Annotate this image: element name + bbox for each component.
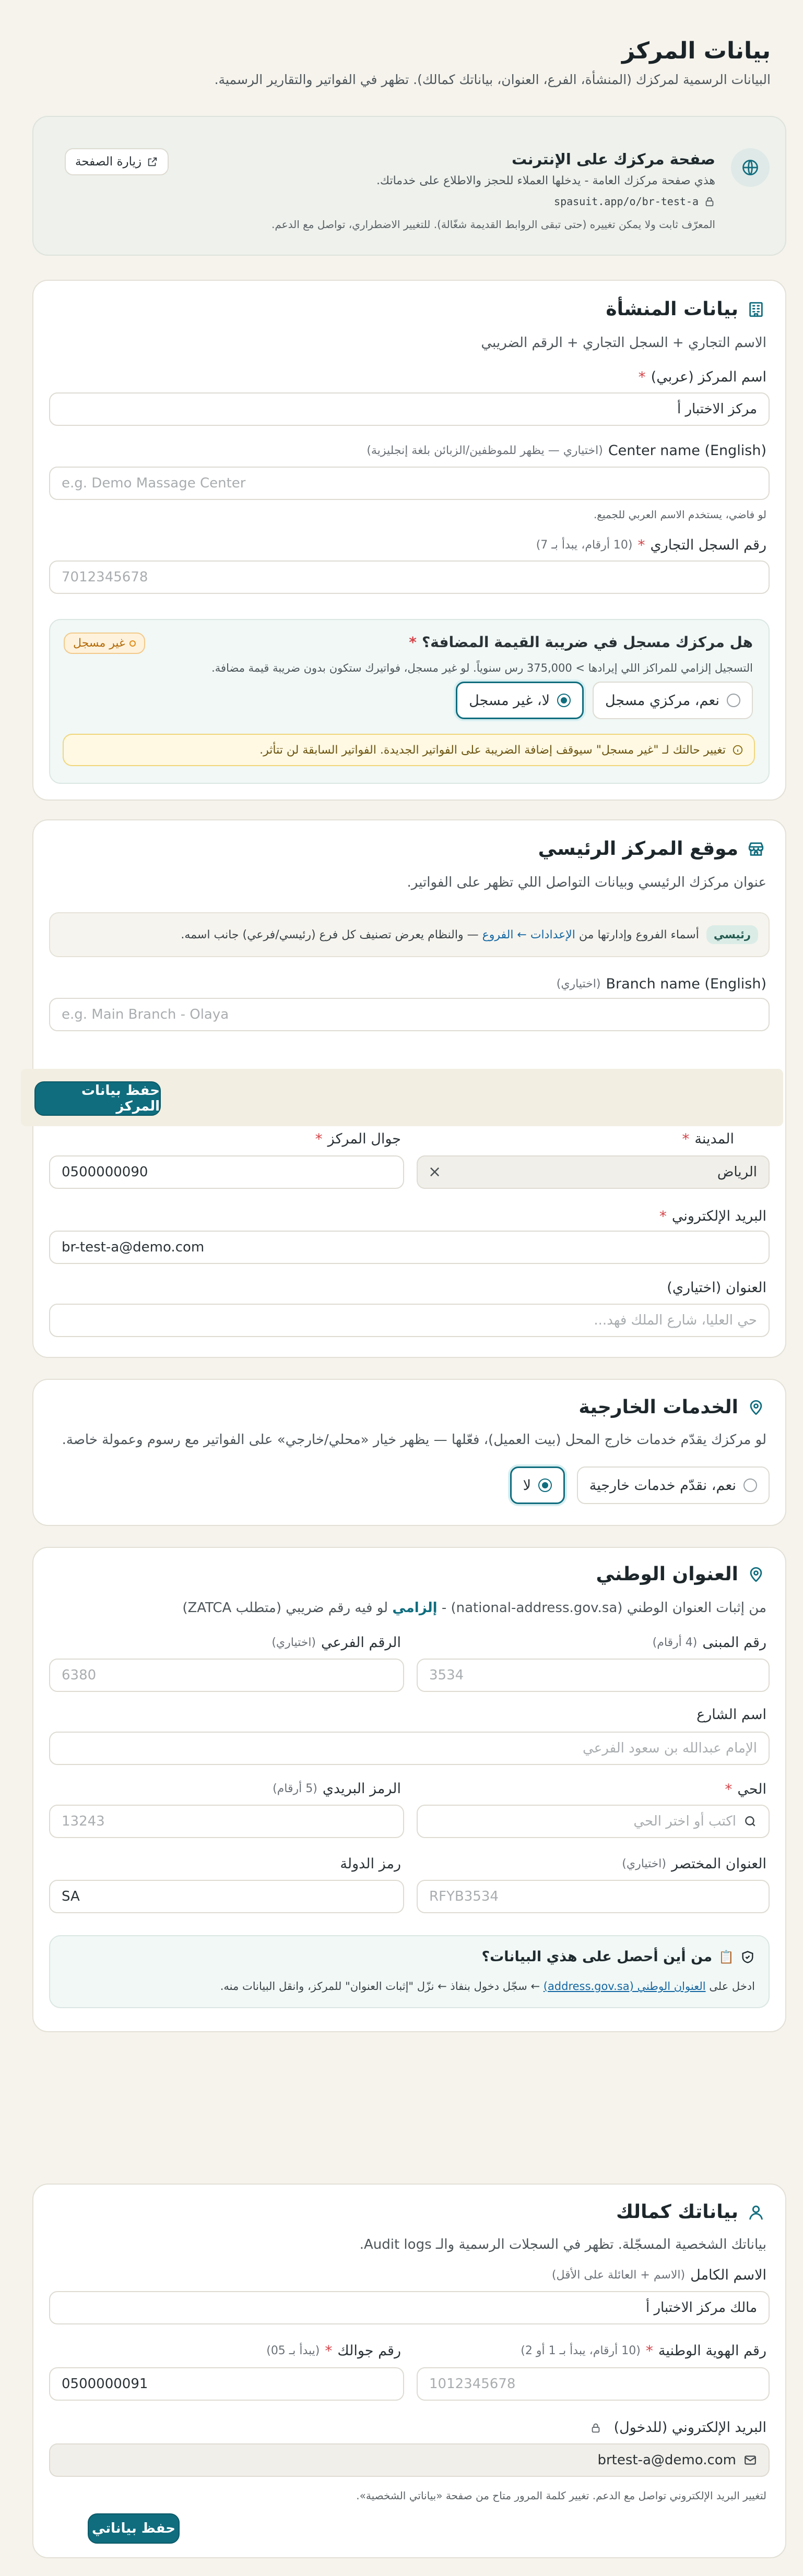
national-address-card (32, 1547, 786, 2032)
online-page-card (32, 116, 786, 256)
vat-warning (63, 734, 755, 766)
vat-yes-label: نعم، مركزي مسجل (605, 692, 719, 709)
name-en-placeholder: e.g. Demo Massage Center (62, 475, 246, 491)
short-address-label (622, 1856, 766, 1872)
short-hint: (اختياري) (622, 1857, 666, 1870)
online-page-note: المعرّف ثابت ولا يمكن تغييره (حتى تبقى الروابط القديمة شغّالة). للتغيير الاضطراري، تواصل مع الدعم. (271, 218, 715, 231)
name-ar-input[interactable] (49, 392, 770, 426)
branch-subtitle: عنوان مركزك الرئيسي وبيانات التواصل اللي تظهر على الفواتير. (407, 875, 766, 890)
postal-hint: (5 أرقام) (273, 1782, 317, 1795)
national-subtitle (182, 1600, 766, 1616)
email-label-text: البريد الإلكتروني (671, 1208, 766, 1224)
national-help-box (49, 1935, 770, 2008)
required-mark: * (637, 536, 645, 554)
address-label-text: العنوان (اختياري) (667, 1280, 766, 1296)
vat-question (409, 634, 753, 651)
name-en-label-text: Center name (English) (608, 443, 766, 459)
district-label-text: الحي (737, 1781, 766, 1797)
vat-explain: التسجيل إلزامي للمراكز اللي إيرادها > 375,000 رس سنوياً. لو غير مسجل، فواتيرك ستكون بدون ضريبة قيمة مضافة. (211, 662, 753, 674)
branch-title: موقع المركز الرئيسي (538, 838, 738, 860)
login-email-input (49, 2443, 770, 2477)
online-page-url[interactable]: spasuit.app/o/br-test-a (554, 195, 699, 208)
store-icon (746, 839, 766, 860)
visit-page-button[interactable] (65, 148, 169, 175)
external-services-card (32, 1379, 786, 1526)
page-subtitle: البيانات الرسمية لمركزك (المنشأة، الفرع، العنوان، بياناتك كمالك). تظهر في الفواتير والتقارير الرسمية. (214, 72, 771, 87)
national-title: العنوان الوطني (596, 1564, 738, 1585)
external-no-label: لا (523, 1477, 531, 1494)
national-sub-post: لو فيه رقم ضريبي (متطلب ZATCA) (182, 1600, 388, 1616)
clear-city-icon[interactable]: × (428, 1163, 442, 1181)
branch-en-hint: (اختياري) (556, 977, 601, 991)
building-label (653, 1635, 766, 1651)
district-placeholder: اكتب أو اختر الحي (633, 1814, 736, 1829)
login-email-value: brtest-a@demo.com (597, 2452, 736, 2468)
lock-icon (590, 2422, 601, 2434)
required-mark: * (659, 1208, 667, 1225)
fullname-label-text: الاسم الكامل (690, 2267, 766, 2283)
building-icon (746, 299, 766, 320)
email-value: br-test-a@demo.com (62, 1239, 205, 1255)
name-en-hint: (اختياري — يظهر للموظفين/الزبائن بلغة إنجليزية) (367, 444, 603, 457)
national-id-label (521, 2342, 766, 2359)
phone-value: 0500000090 (62, 1164, 148, 1180)
street-label-text: اسم الشارع (696, 1707, 766, 1723)
postal-input[interactable] (49, 1805, 404, 1838)
address-input[interactable] (49, 1304, 770, 1337)
national-header (596, 1564, 767, 1585)
clipboard-icon: 📋 (718, 1949, 734, 1964)
city-value: الرياض (717, 1164, 757, 1180)
external-subtitle: لو مركزك يقدّم خدمات خارج المحل (بيت العميل)، فعّلها — يظهر خيار «محلي/خارجي» على الفواتير مع رسوم وعمولة خاصة. (62, 1432, 766, 1448)
mail-icon (743, 2453, 757, 2467)
postal-label (273, 1781, 401, 1797)
district-input[interactable] (417, 1805, 770, 1838)
facility-subtitle: الاسم التجاري + السجل التجاري + الرقم الضريبي (481, 335, 766, 351)
external-header (578, 1397, 766, 1418)
fullname-hint: (الاسم + العائلة على الأقل) (551, 2269, 686, 2282)
page-title: بيانات المركز (621, 38, 771, 64)
mobile-input[interactable] (49, 2367, 404, 2401)
visit-page-label: زيارة الصفحة (75, 155, 142, 169)
save-profile-button[interactable] (88, 2513, 180, 2544)
phone-input[interactable] (49, 1155, 404, 1189)
external-yes-option[interactable] (577, 1466, 770, 1504)
mobile-label (266, 2342, 401, 2359)
address-gov-link[interactable]: العنوان الوطني (address.gov.sa) (543, 1980, 706, 1993)
owner-title: بياناتك كمالك (616, 2201, 738, 2223)
location-pin-icon (746, 1564, 766, 1585)
facility-card (32, 280, 786, 801)
fullname-label (552, 2267, 766, 2283)
branch-en-input[interactable] (49, 998, 770, 1031)
owner-subtitle: بياناتك الشخصية المسجّلة. تظهر في السجلات الرسمية والـ Audit logs. (359, 2237, 766, 2252)
required-mark: * (725, 1781, 733, 1798)
facility-title: بيانات المنشأة (606, 299, 738, 320)
help-title-row (481, 1949, 755, 1965)
building-input[interactable] (417, 1659, 770, 1692)
secondary-label-text: الرقم الفرعي (321, 1635, 401, 1651)
login-email-label (590, 2419, 766, 2436)
building-placeholder: 3534 (429, 1667, 464, 1683)
branches-info-pre: أسماء الفروع وإدارتها من (578, 928, 699, 941)
national-sub-bold: إلزامي (392, 1600, 438, 1616)
help-pre: ادخل على (709, 1980, 755, 1993)
shield-check-icon (740, 1950, 755, 1964)
required-mark: * (409, 634, 417, 651)
branches-info-post: — والنظام يعرض تصنيف كل فرع (رئيسي/فرعي) جانب اسمه. (181, 928, 479, 941)
phone-label-text: جوال المركز (327, 1131, 401, 1147)
phone-label (315, 1130, 401, 1148)
facility-header (606, 299, 766, 320)
external-link-icon (147, 156, 158, 168)
user-icon (746, 2202, 766, 2223)
email-label (659, 1208, 766, 1225)
short-label-text: العنوان المختصر (671, 1856, 766, 1872)
external-title: الخدمات الخارجية (578, 1397, 738, 1418)
street-input[interactable] (49, 1732, 770, 1765)
fullname-input[interactable] (49, 2291, 770, 2324)
mobile-hint: (يبدأ بـ 05) (266, 2344, 320, 2357)
name-ar-value: مركز الاختبار أ (677, 401, 757, 417)
radio-selected-icon (557, 694, 571, 707)
info-icon (732, 744, 743, 756)
national-id-input[interactable] (417, 2367, 770, 2401)
street-placeholder: الإمام عبدالله بن سعود الفرعي (583, 1740, 757, 1756)
name-ar-label (639, 368, 766, 386)
vat-question-text: هل مركزك مسجل في ضريبة القيمة المضافة؟ (421, 634, 753, 651)
required-mark: * (638, 368, 646, 386)
owner-card (32, 2184, 786, 2558)
country-code-label (340, 1856, 401, 1872)
required-mark: * (325, 2342, 333, 2359)
short-placeholder: RFYB3534 (429, 1889, 499, 1904)
vat-yes-option[interactable] (593, 682, 753, 719)
settings-branches-link[interactable]: الإعدادات ← الفروع (482, 928, 575, 941)
address-placeholder: حي العليا، شارع الملك فهد... (594, 1313, 757, 1328)
country-value: SA (62, 1889, 80, 1904)
secondary-label (271, 1635, 401, 1651)
cr-label-text: رقم السجل التجاري (650, 537, 766, 553)
city-label-text: المدينة (694, 1131, 734, 1147)
building-hint: (4 أرقام) (652, 1636, 698, 1649)
required-mark: * (682, 1130, 690, 1148)
email-change-note: لتغيير البريد الإلكتروني تواصل مع الدعم. تغيير كلمة المرور متاح من صفحة «بياناتي الشخصية». (356, 2489, 766, 2502)
id-placeholder: 1012345678 (429, 2376, 516, 2392)
radio-icon (727, 694, 740, 707)
save-profile-label: حفظ بياناتي (91, 2521, 176, 2536)
mobile-label-text: رقم جوالك (337, 2343, 401, 2359)
street-label (696, 1707, 766, 1723)
cr-hint: (10 أرقام، يبدأ بـ 7) (536, 539, 633, 552)
name-en-label (367, 443, 766, 459)
lock-icon (704, 196, 715, 207)
required-mark: * (315, 1130, 323, 1148)
id-hint: (10 أرقام، يبدأ بـ 1 أو 2) (521, 2344, 641, 2357)
branch-en-label (557, 976, 766, 992)
branches-info (49, 912, 770, 957)
vat-warning-text: تغيير حالتك لـ "غير مسجل" سيوقف إضافة الضريبة على الفواتير الجديدة. الفواتير السابقة لن تتأثر. (259, 743, 726, 757)
country-code-input[interactable] (49, 1880, 404, 1913)
badge-dot-icon (129, 640, 136, 647)
short-address-input[interactable] (417, 1880, 770, 1913)
address-label (667, 1280, 766, 1296)
id-label-text: رقم الهوية الوطنية (658, 2343, 766, 2359)
national-sub-pre: من إثبات العنوان الوطني (national-address.gov.sa) - (441, 1600, 766, 1616)
search-icon (743, 1815, 757, 1828)
online-page-description: هذي صفحة مركزك العامة - يدخلها العملاء للحجز والاطلاع على خدماتك. (376, 174, 715, 187)
cr-input[interactable] (49, 560, 770, 594)
branches-info-text (181, 928, 699, 941)
email-input[interactable] (49, 1231, 770, 1264)
country-label-text: رمز الدولة (340, 1856, 401, 1872)
online-page-title: صفحة مركزك على الإنترنت (511, 150, 715, 168)
branch-en-label-text: Branch name (English) (606, 976, 766, 992)
cr-placeholder: 7012345678 (62, 569, 148, 585)
radio-selected-icon (538, 1478, 552, 1492)
name-en-note: لو فاضي، يستخدم الاسم العربي للجميع. (593, 508, 766, 521)
name-ar-label-text: اسم المركز (عربي) (651, 369, 766, 385)
vat-box (49, 619, 770, 784)
city-label (682, 1130, 734, 1148)
postal-label-text: الرمز البريدي (322, 1781, 401, 1797)
secondary-input[interactable] (49, 1659, 404, 1692)
radio-icon (743, 1478, 757, 1492)
branch-header (538, 838, 766, 860)
branch-en-placeholder: e.g. Main Branch - Olaya (62, 1007, 229, 1022)
globe-icon-wrap (731, 148, 770, 187)
vat-no-label: لا، غير مسجل (469, 692, 550, 709)
save-center-button[interactable] (34, 1081, 161, 1116)
main-chip: رئيسي (706, 925, 758, 944)
cr-label (536, 536, 766, 554)
secondary-hint: (اختياري) (271, 1636, 316, 1649)
postal-placeholder: 13243 (62, 1814, 105, 1829)
help-text (220, 1980, 755, 1993)
vat-badge-text: غير مسجل (73, 637, 125, 650)
required-mark: * (645, 2342, 653, 2359)
external-no-option[interactable] (510, 1466, 565, 1504)
mobile-value: 0500000091 (62, 2376, 148, 2392)
owner-header (616, 2201, 766, 2223)
location-pin-icon (746, 1397, 766, 1418)
help-title: من أين أحصل على هذي البيانات؟ (481, 1949, 713, 1965)
name-en-input[interactable] (49, 467, 770, 500)
external-yes-label: نعم، نقدّم خدمات خارجية (589, 1477, 736, 1494)
save-center-label: حفظ بيانات المركز (81, 1083, 160, 1114)
city-select[interactable] (417, 1155, 770, 1189)
vat-no-option[interactable] (456, 682, 584, 719)
help-post: ← سجّل دخول بنفاذ ← نزّل "إثبات العنوان" للمركز، وانقل البيانات منه. (220, 1980, 540, 1993)
online-page-url-row (554, 195, 715, 208)
login-email-label-text: البريد الإلكتروني (للدخول) (613, 2419, 766, 2436)
globe-icon (741, 158, 760, 177)
district-label (725, 1781, 766, 1798)
secondary-placeholder: 6380 (62, 1667, 97, 1683)
fullname-value: مالك مركز الاختبار أ (646, 2300, 757, 2316)
vat-status-badge (64, 633, 145, 654)
building-label-text: رقم المبنى (702, 1635, 766, 1651)
